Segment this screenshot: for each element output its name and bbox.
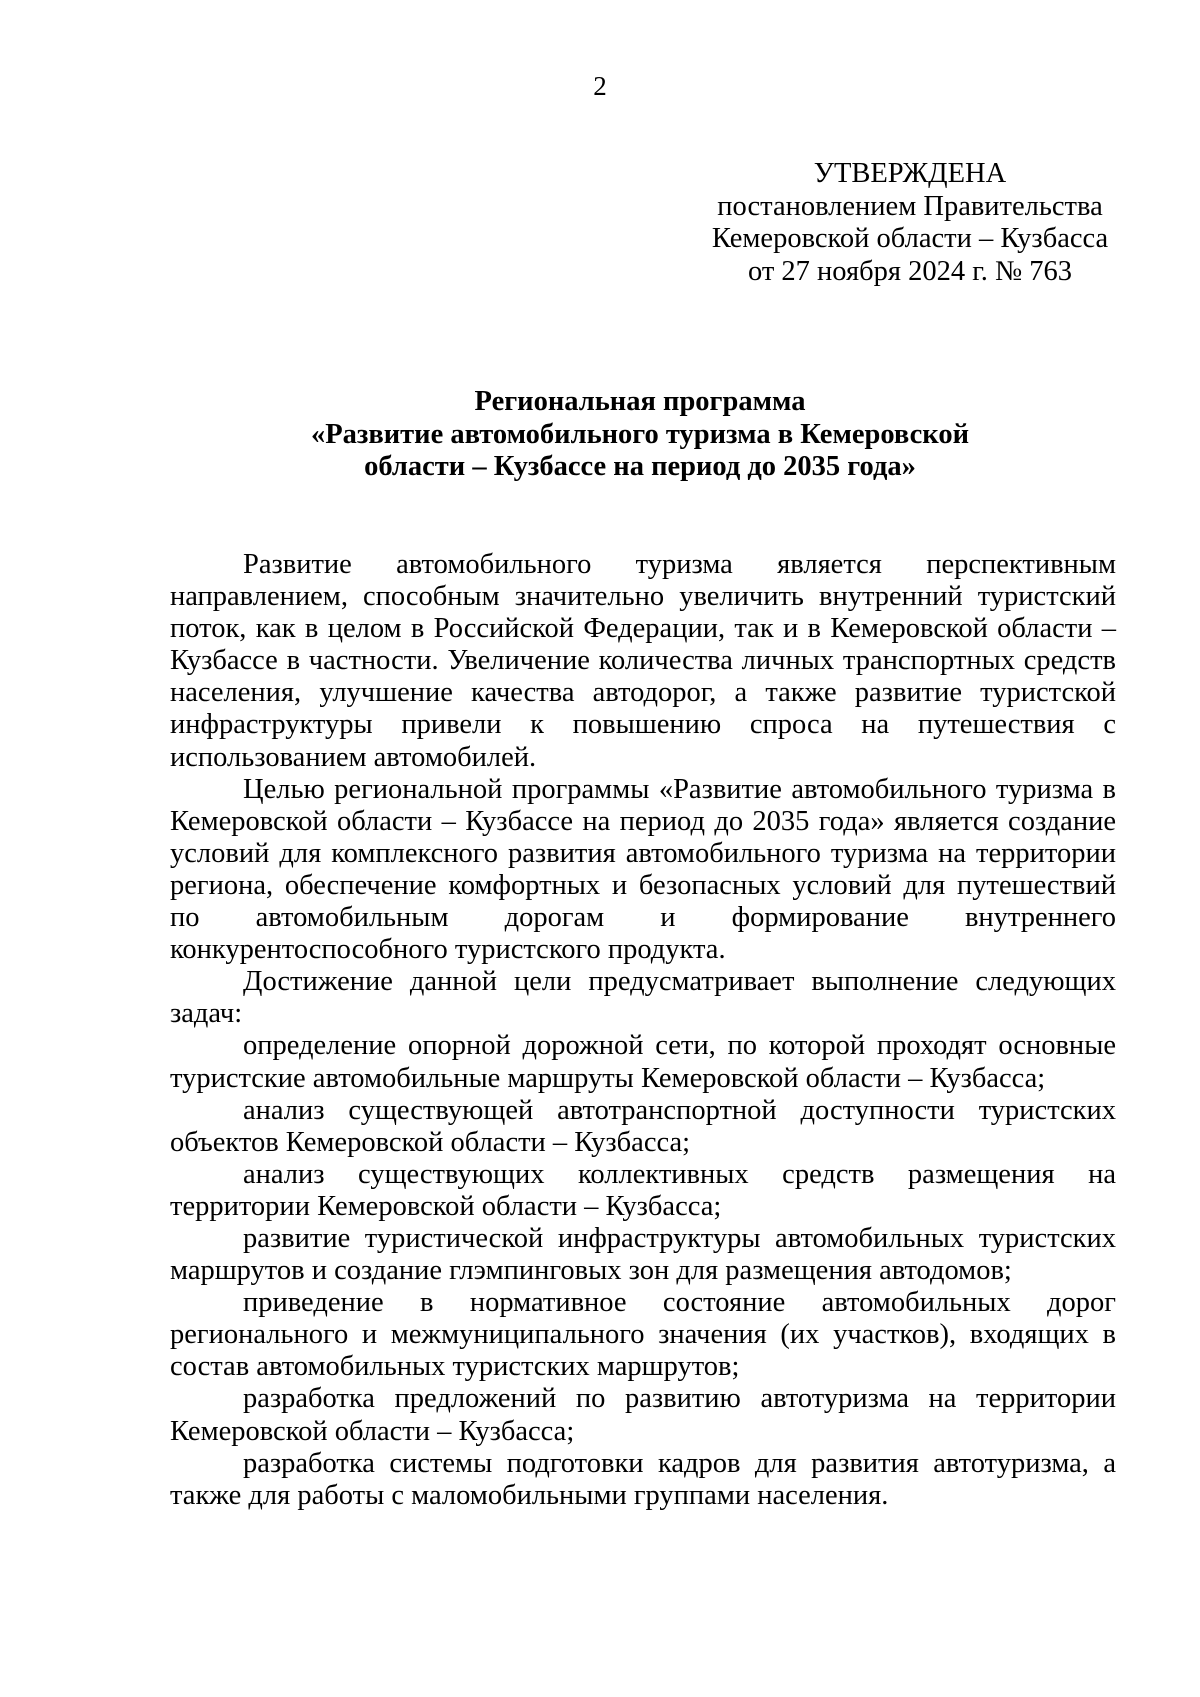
paragraph-goal: Целью региональной программы «Развитие автомобильного туризма в Кемеровской области – Кузбассе на период до 2035 года» является создание условий для комплексного развития автомобильного туризма на территории региона, обеспечение комфортных и безопасных условий для путешествий по автомобильным дорогам и формирование внутреннего конкурентоспособного туристского продукта. [170,773,1116,966]
approval-stamp [700,158,1120,288]
title-line-2: «Развитие автомобильного туризма в Кемеровской [310,418,970,450]
task-item: разработка системы подготовки кадров для развития автотуризма, а также для работы с маломобильными группами населения. [170,1447,1116,1511]
document-title [170,386,1110,484]
approval-authority: постановлением Правительства [717,190,1103,222]
task-item: развитие туристической инфраструктуры автомобильных туристских маршрутов и создание глэмпинговых зон для размещения автодомов; [170,1222,1116,1287]
document-body [170,549,1116,1512]
title-line-1: Региональная программа [474,386,806,417]
task-item: разработка предложений по развитию автотуризма на территории Кемеровской области – Кузбасса; [170,1383,1116,1447]
task-item: анализ существующей автотранспортной доступности туристских объектов Кемеровской области – Кузбасса; [170,1094,1116,1158]
paragraph-tasks-intro: Достижение данной цели предусматривает выполнение следующих задач: [170,966,1116,1030]
task-item: приведение в нормативное состояние автомобильных дорог регионального и межмуниципального значения (их участков), входящих в состав автомобильных туристских маршрутов; [170,1287,1116,1383]
page-number: 2 [593,71,607,101]
title-line-3: области – Кузбассе на период до 2035 года» [364,451,916,482]
approval-date-number: от 27 ноября 2024 г. № 763 [747,255,1073,287]
paragraph-intro: Развитие автомобильного туризма является перспективным направлением, способным значительно увеличить внутренний туристский поток, как в целом в Российской Федерации, так и в Кемеровской области – Кузбассе в частности. Увеличение количества личных транспортных средств населения, улучшение качества автодорог, а также развитие туристской инфраструктуры привели к повышению спроса на путешествия с использованием автомобилей. [170,549,1116,773]
approval-region: Кемеровской области – Кузбасса [711,223,1109,254]
task-item: анализ существующих коллективных средств размещения на территории Кемеровской области – Кузбасса; [170,1158,1116,1222]
approval-heading: УТВЕРЖДЕНА [813,158,1007,189]
task-item: определение опорной дорожной сети, по которой проходят основные туристские автомобильные маршруты Кемеровской области – Кузбасса; [170,1030,1116,1094]
